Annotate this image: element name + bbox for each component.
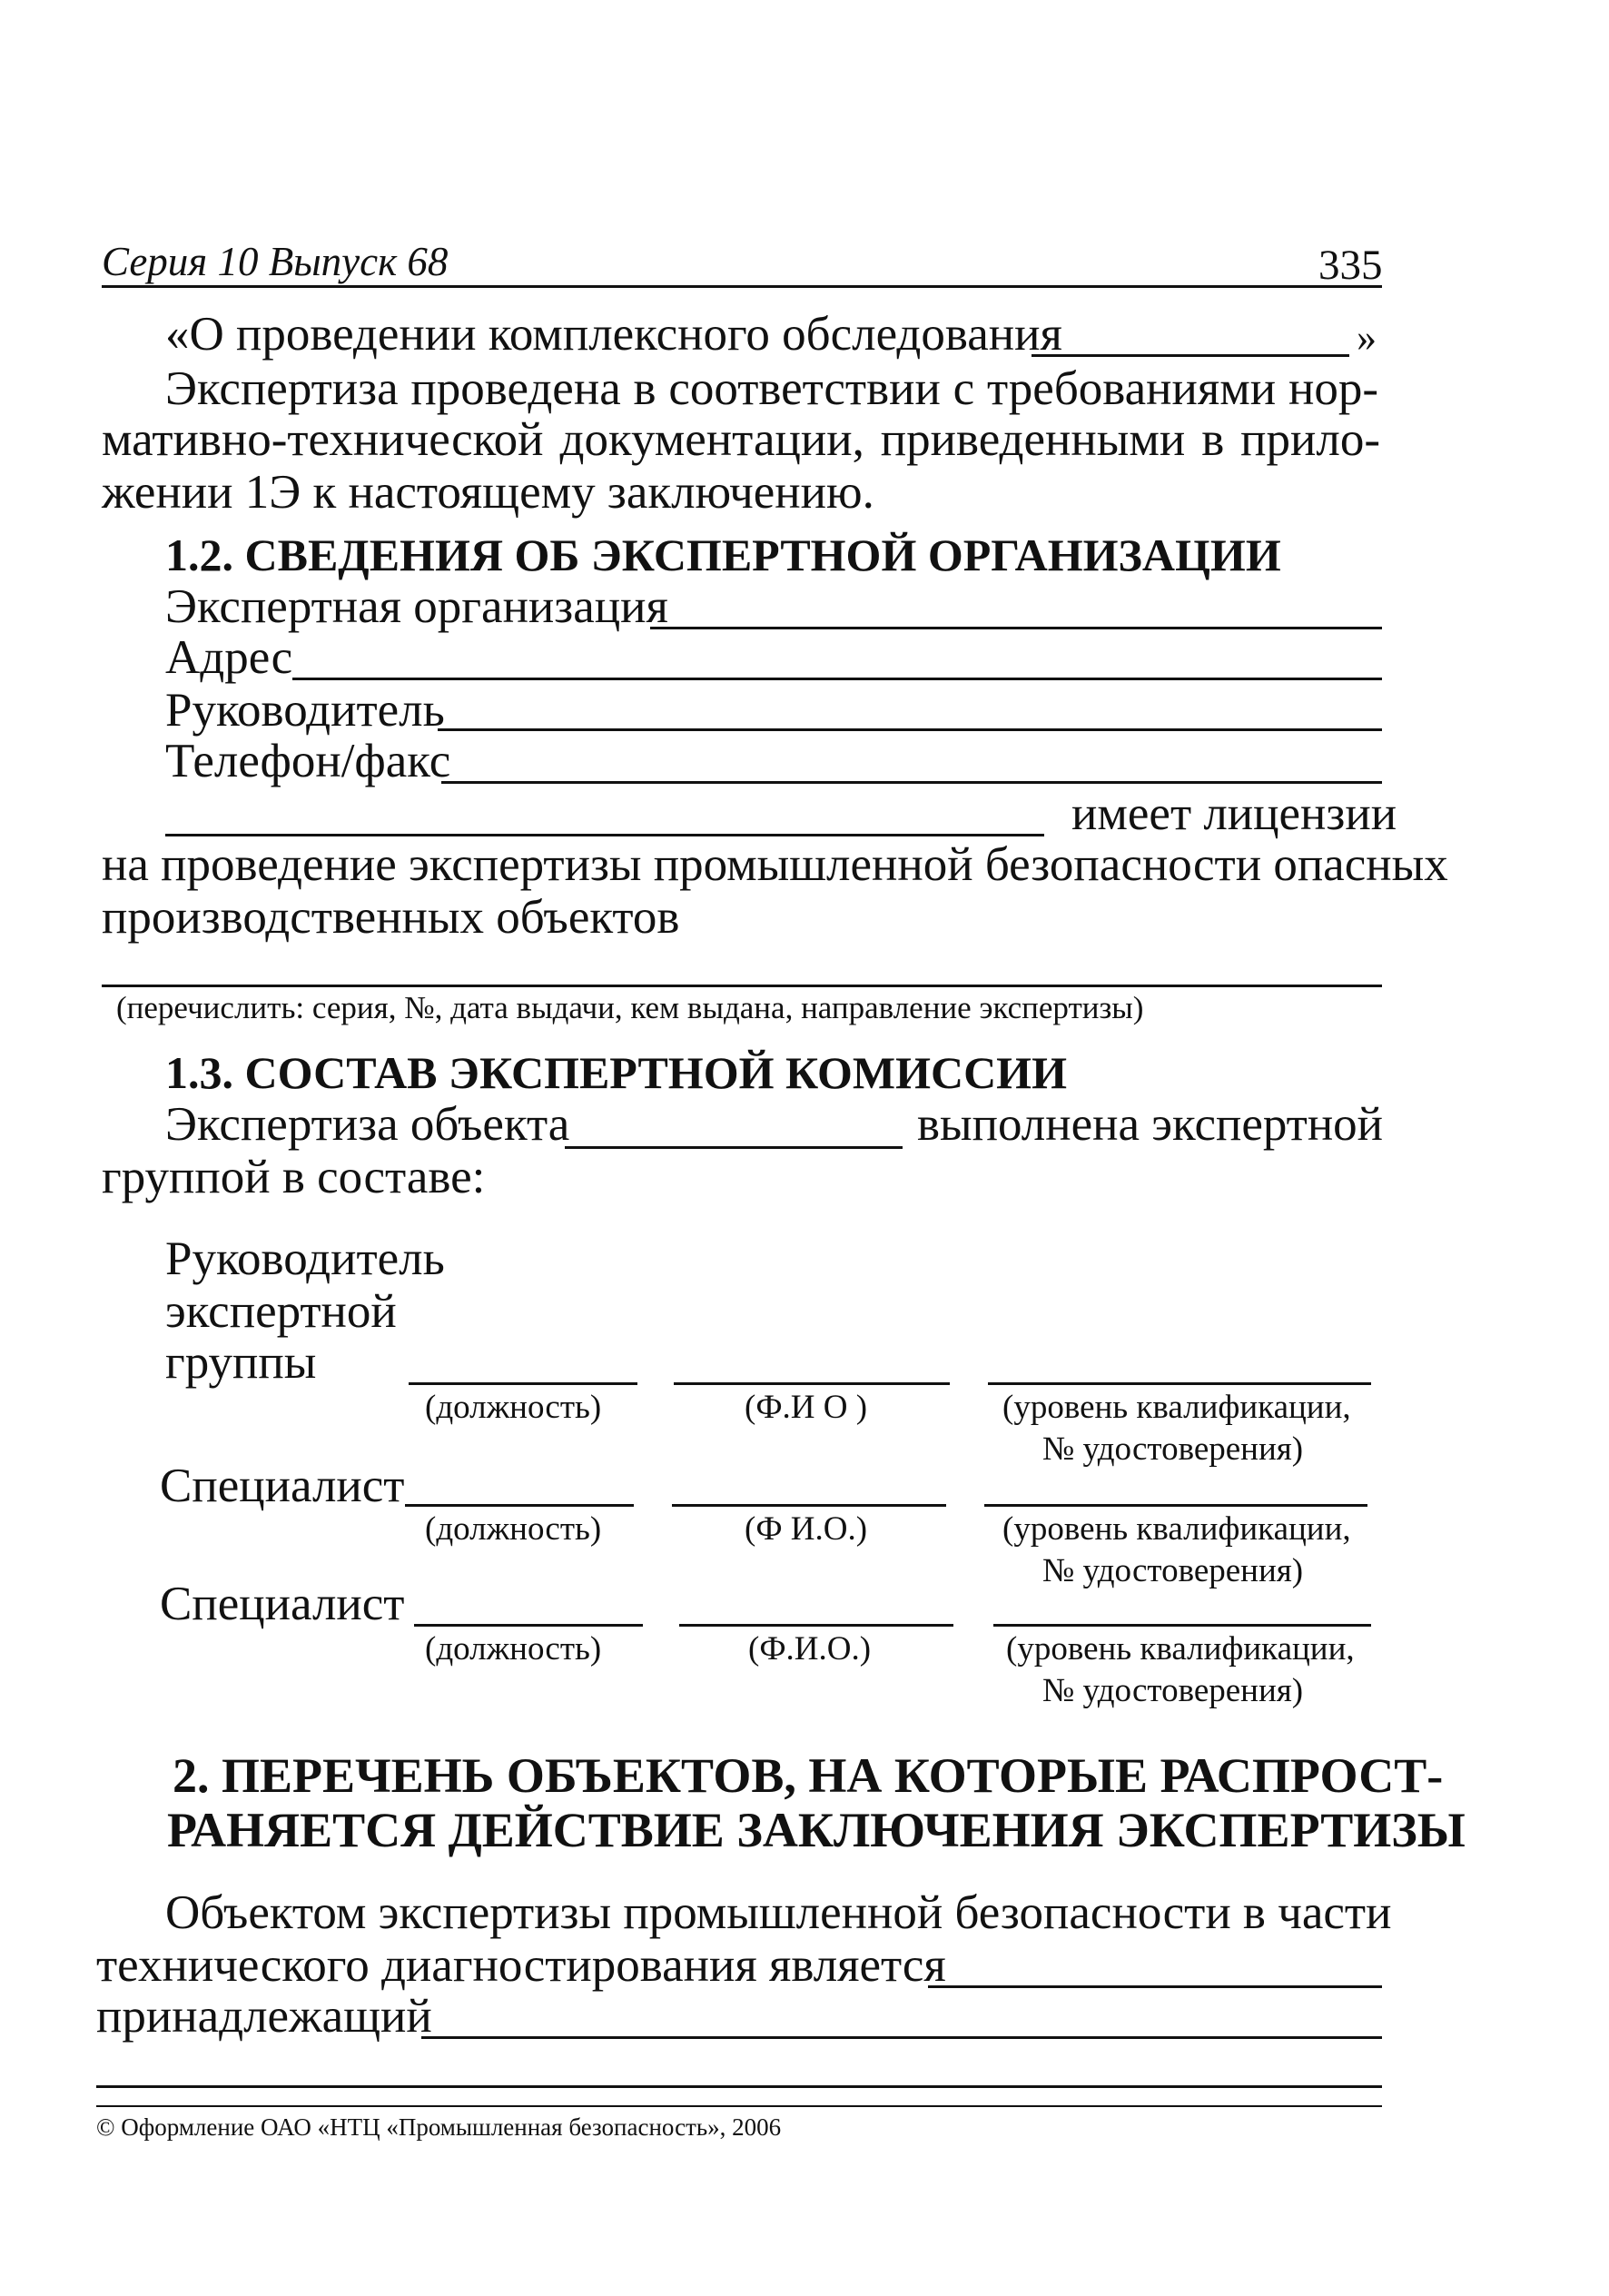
- running-header-series: Серия 10 Выпуск 68: [102, 239, 449, 284]
- leader-label-3: группы: [165, 1336, 317, 1389]
- license-line-2: на проведение экспертизы промышленной безопасности опасных: [102, 838, 1448, 891]
- object-name-line[interactable]: [565, 1146, 903, 1149]
- leader-label-2: экспертной: [165, 1285, 397, 1338]
- field-head-label: Руководитель: [165, 684, 445, 737]
- field-address-label: Адрес: [165, 631, 293, 684]
- owner-line-continued[interactable]: [96, 2085, 1382, 2088]
- leader-name-caption: (Ф.И О ): [745, 1389, 868, 1426]
- specialist-1-qualification-caption: (уровень квалификации,: [1002, 1510, 1351, 1548]
- specialist-2-name-caption: (Ф.И.О.): [748, 1630, 872, 1668]
- specialist-2-certificate-caption: № удостоверения): [1042, 1672, 1304, 1709]
- specialist-1-name-line[interactable]: [672, 1504, 946, 1507]
- field-org-line[interactable]: [650, 627, 1382, 629]
- field-org-label: Экспертная организация: [165, 580, 668, 633]
- leader-position-line[interactable]: [409, 1382, 637, 1385]
- specialist-2-qualification-caption: (уровень квалификации,: [1006, 1630, 1355, 1668]
- section-2-line-1: Объектом экспертизы промышленной безопасности в части: [165, 1886, 1392, 1939]
- commission-line-2: группой в составе:: [102, 1151, 486, 1203]
- owner-line[interactable]: [421, 2036, 1382, 2039]
- header-rule: [102, 285, 1382, 288]
- intro-line-1-close: »: [1357, 315, 1377, 360]
- section-2-title-line-2: РАНЯЕТСЯ ДЕЙСТВИЕ ЗАКЛЮЧЕНИЯ ЭКСПЕРТИЗЫ: [167, 1803, 1466, 1857]
- section-2-line-2-prefix: технического диагностирования является: [96, 1939, 946, 1992]
- commission-line-1-prefix: Экспертиза объекта: [165, 1098, 570, 1151]
- specialist-1-name-caption: (Ф И.О.): [745, 1510, 868, 1548]
- license-caption: (перечислить: серия, №, дата выдачи, кем выдана, направление экспертизы): [116, 990, 1144, 1025]
- specialist-2-name-line[interactable]: [679, 1624, 953, 1627]
- leader-qualification-line[interactable]: [988, 1382, 1371, 1385]
- blank-survey-line: [1032, 354, 1349, 357]
- license-suffix: имеет лицензии: [1071, 787, 1397, 840]
- specialist-2-label: Специалист: [160, 1578, 405, 1630]
- intro-line-1: «О проведении комплексного обследования: [165, 308, 1062, 361]
- footer-rule: [96, 2105, 1382, 2107]
- license-details-line[interactable]: [102, 985, 1382, 987]
- object-line[interactable]: [928, 1985, 1382, 1988]
- page-number: 335: [1318, 242, 1383, 289]
- specialist-2-position-caption: (должность): [425, 1630, 602, 1668]
- specialist-1-position-line[interactable]: [405, 1504, 634, 1507]
- specialist-1-label: Специалист: [160, 1460, 405, 1512]
- leader-position-caption: (должность): [425, 1389, 602, 1426]
- specialist-2-qualification-line[interactable]: [993, 1624, 1371, 1627]
- section-2-title-line-1: 2. ПЕРЕЧЕНЬ ОБЪЕКТОВ, НА КОТОРЫЕ РАСПРОСТ-: [173, 1748, 1444, 1803]
- section-1-3-title: 1.3. СОСТАВ ЭКСПЕРТНОЙ КОМИССИИ: [165, 1047, 1067, 1098]
- leader-certificate-caption: № удостоверения): [1042, 1430, 1304, 1468]
- intro-line-4: жении 1Э к настоящему заключению.: [102, 466, 874, 519]
- section-2-line-3-prefix: принадлежащий: [96, 1990, 432, 2043]
- footer-copyright: © Оформление ОАО «НТЦ «Промышленная безопасность», 2006: [96, 2113, 782, 2141]
- field-address-line[interactable]: [292, 678, 1382, 680]
- intro-line-2: Экспертиза проведена в соответствии с требованиями нор-: [165, 362, 1378, 415]
- license-line-3: производственных объектов: [102, 891, 680, 944]
- specialist-2-position-line[interactable]: [414, 1624, 643, 1627]
- specialist-1-position-caption: (должность): [425, 1510, 602, 1548]
- intro-line-3: мативно-технической документации, приведенными в прило-: [102, 413, 1380, 466]
- field-phone-line[interactable]: [441, 781, 1382, 784]
- specialist-1-certificate-caption: № удостоверения): [1042, 1552, 1304, 1589]
- commission-line-1-suffix: выполнена экспертной: [917, 1098, 1384, 1151]
- field-phone-label: Телефон/факс: [165, 735, 451, 787]
- section-1-2-title: 1.2. СВЕДЕНИЯ ОБ ЭКСПЕРТНОЙ ОРГАНИЗАЦИИ: [165, 529, 1281, 580]
- leader-name-line[interactable]: [674, 1382, 950, 1385]
- license-holder-line[interactable]: [165, 834, 1044, 836]
- leader-label-1: Руководитель: [165, 1232, 445, 1285]
- specialist-1-qualification-line[interactable]: [984, 1504, 1367, 1507]
- leader-qualification-caption: (уровень квалификации,: [1002, 1389, 1351, 1426]
- field-head-line[interactable]: [438, 728, 1382, 731]
